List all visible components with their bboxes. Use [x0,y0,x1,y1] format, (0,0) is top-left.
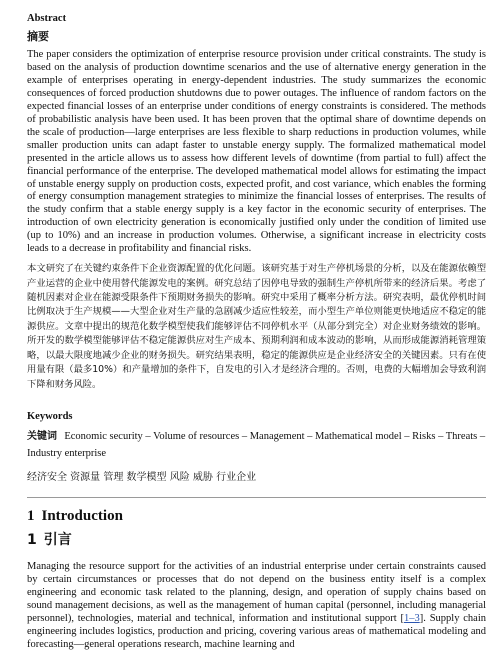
keywords-heading: Keywords [27,410,73,422]
keywords-line [27,428,486,462]
section-number-zh: 1 [27,531,37,548]
abstract-heading-zh: 摘要 [27,30,49,43]
keywords-text-zh: 经济安全 资源量 管理 数学模型 风险 威胁 行业企业 [27,471,257,483]
intro-text-before-ref: Managing the resource support for the activities of an industrial enterprise under certain constraints caused by certain circumstances or processes that do not depend on the business entity itself is a complex engineering and economic task related to the planning, design, and operation of supply chains based on sound management decisions, as well as the management of human capital (personnel, including managerial personnel), technologies, material and technical, information and institutional support [ [27,560,486,624]
section-title-en-text: Introduction [41,507,123,524]
section-title-zh-text: 引言 [43,531,72,548]
section-title-zh [27,529,486,549]
keywords-text-en: Economic security – Volume of resources – Management – Mathematical model – Risks – Threats – Industry enterprise [27,430,486,459]
introduction-paragraph [27,560,486,651]
keywords-label-zh: 关键词 [27,430,57,442]
section-title-en [27,508,486,525]
abstract-text-zh: 本文研究了在关键约束条件下企业资源配置的优化问题。该研究基于对生产停机场景的分析，以及在能源依赖型产业运营的企业中使用替代能源发电的案例。研究总结了因停电导致的强制生产停机所带来的经济后果。考虑了随机因素对企业在能源受限条件下预期财务损失的影响。研究中采用了概率分析方法。研究表明，最优停机时间比例取决于生产规模——大型企业对生产量的急剧减少适应性较差，而小型生产单位则能更快地适应不稳定的能源供应。文章中提出的规范化数学模型使我们能够评估不同停机水平（从部分到完全）对企业财务绩效的影响。所开发的数学模型能够评估不稳定能源供应对生产成本、预期利润和成本波动的影响，从而形成能源消耗管理策略，以最大限度地减少企业的财务损失。研究结果表明，稳定的能源供应是企业经济安全的关键因素。只有在使用量有限（最多10%）和产量增加的条件下，自发电的引入才是经济合理的。否则，电费的大幅增加会导致利润下降和财务风险。 [27,263,486,390]
keywords-section [27,411,486,483]
citation-link[interactable]: 1–3 [404,612,420,624]
section-number: 1 [27,507,35,524]
introduction-section [27,508,486,651]
abstract-heading: Abstract [27,13,67,24]
abstract-text-en: The paper considers the optimization of enterprise resource provision under critical constraints. The study is based on the analysis of production downtime scenarios and the use of alternative energy generation in the example of enterprises operating in energy-dependent industries. The study summarizes the economic consequences of forced production shutdowns due to power outages. The influence of random factors on the expected financial losses of an enterprise under conditions of energy constraints is considered. The methods of probabilistic analysis have been used. It has been proven that the optimal share of downtime depends on the scale of production—large enterprises are less flexible to sharp reductions in production volumes, while smaller production units can adapt faster to unstable energy supply. The formalized mathematical model presented in the article allows us to assess how different levels of downtime (from partial to full) affect the financial performance of the enterprise. The developed mathematical model allows for estimating the impact of unstable energy supply on production costs, expected profit, and cost variance, which enables the forming of energy consumption management strategies to minimize the financial losses of enterprises. The results of the study confirm that a stable energy supply is a key factor in the economic security of enterprises. The introduction of own electricity generation is economically justified only under the condition of limited use (up to 10%) and an increase in production volumes. Otherwise, a significant increase in electricity costs leads to a decrease in profitability and financial risks. [27,49,486,255]
intro-text-after-ref: ]. Supply chain engineering includes logistics, production and pricing, covering various areas of mathematical modeling and forecasting—general operations research, machine learning and [27,612,487,650]
abstract-section [27,13,486,392]
section-divider [27,497,486,498]
